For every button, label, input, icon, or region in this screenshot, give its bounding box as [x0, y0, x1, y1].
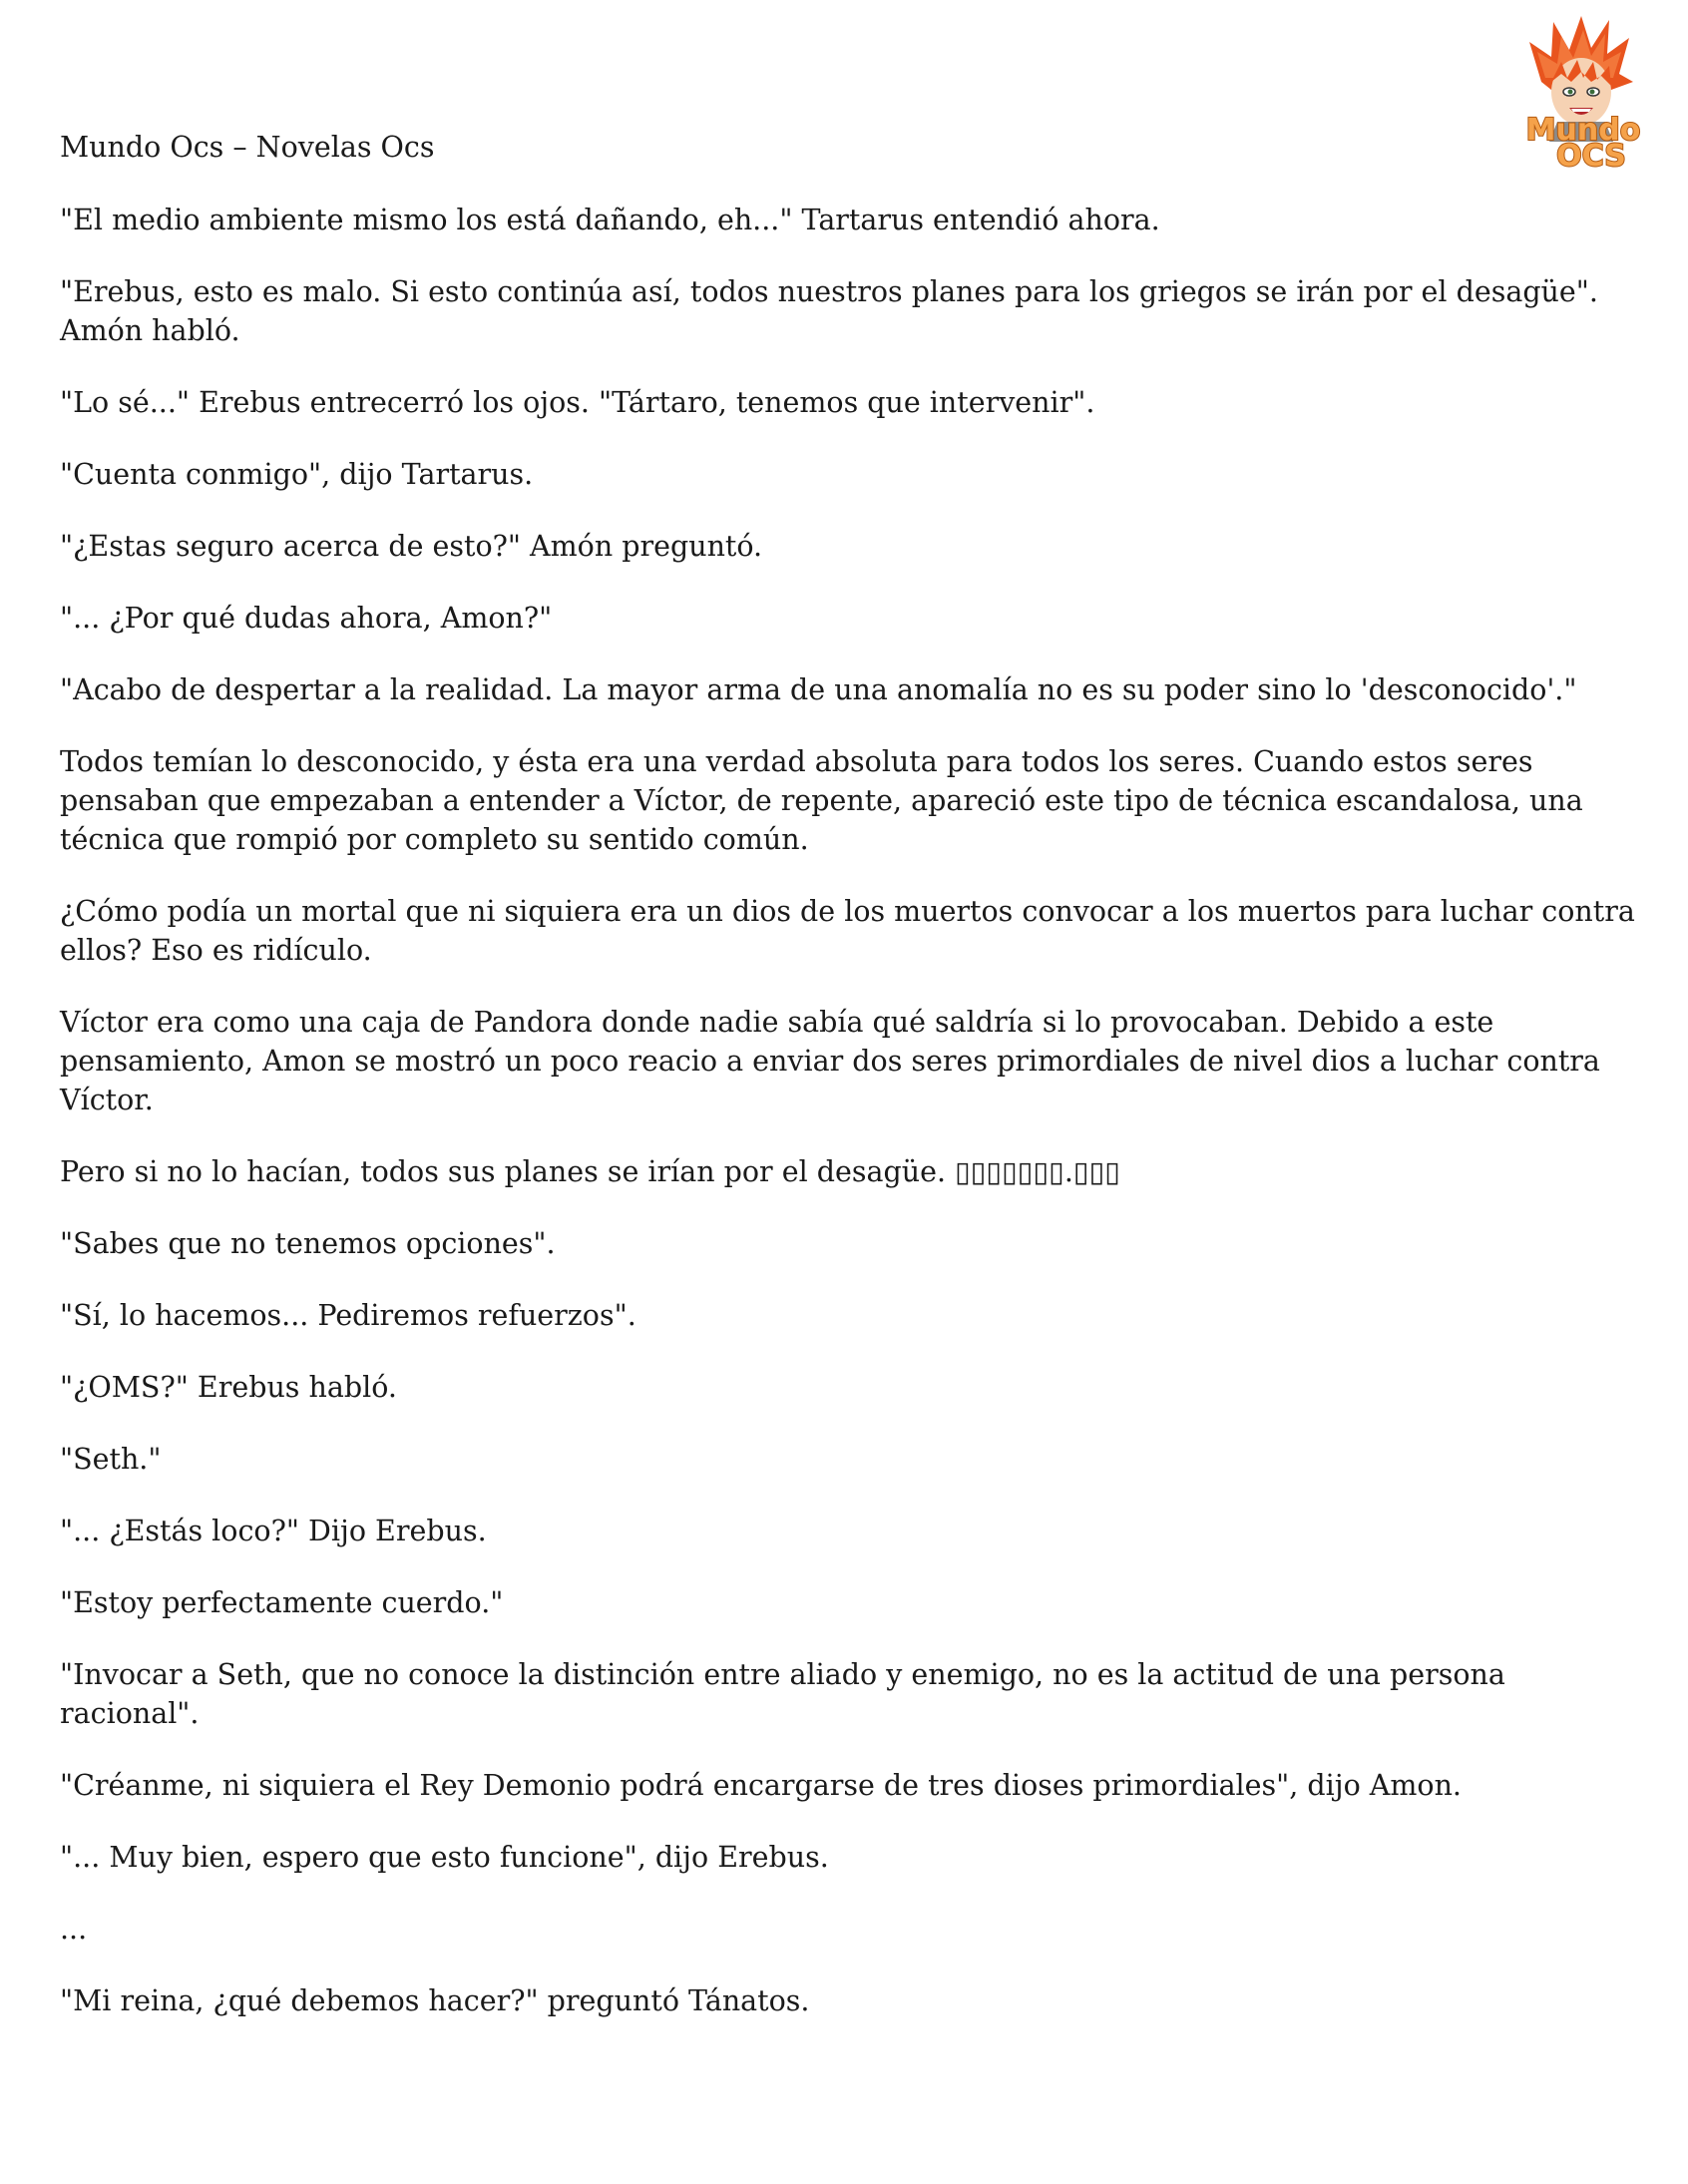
paragraph: "Acabo de despertar a la realidad. La mayor arma de una anomalía no es su poder sino lo 'desconocido'.": [60, 673, 1577, 706]
paragraph: "Sí, lo hacemos... Pediremos refuerzos".: [60, 1299, 636, 1332]
paragraph: "Erebus, esto es malo. Si esto continúa así, todos nuestros planes para los griegos se irán por el desagüe". Amón habló.: [60, 275, 1598, 347]
paragraph: "Lo sé..." Erebus entrecerró los ojos. "Tártaro, tenemos que intervenir".: [60, 386, 1095, 419]
paragraph: "Mi reina, ¿qué debemos hacer?" preguntó Tánatos.: [60, 1984, 810, 2017]
logo-line2: OCS: [1556, 139, 1626, 172]
paragraph: "... ¿Estás loco?" Dijo Erebus.: [60, 1515, 487, 1547]
paragraph: Pero si no lo hacían, todos sus planes se irían por el desagüe. ▯▯▯▯▯▯▯.▯▯▯: [60, 1155, 1120, 1188]
paragraph: "Sabes que no tenemos opciones".: [60, 1227, 556, 1260]
document-page: [60, 128, 1641, 2053]
paragraph: "Estoy perfectamente cuerdo.": [60, 1586, 504, 1619]
paragraph: "¿OMS?" Erebus habló.: [60, 1371, 397, 1404]
paragraph: "El medio ambiente mismo los está dañando, eh..." Tartarus entendió ahora.: [60, 204, 1160, 236]
paragraph: "¿Estas seguro acerca de esto?" Amón preguntó.: [60, 530, 763, 563]
paragraph: Todos temían lo desconocido, y ésta era una verdad absoluta para todos los seres. Cuando estos seres pensaban que empezaban a entender a Víctor, de repente, apareció este tipo de técnica escandalosa, una técnica que rompió por completo su sentido común.: [60, 745, 1583, 856]
page-header: Mundo Ocs – Novelas Ocs: [60, 131, 435, 164]
paragraph: ...: [60, 1913, 88, 1946]
paragraph: "Seth.": [60, 1443, 162, 1476]
paragraph: ¿Cómo podía un mortal que ni siquiera era un dios de los muertos convocar a los muertos para luchar contra ellos? Eso es ridículo.: [60, 895, 1635, 967]
paragraph: "Invocar a Seth, que no conoce la distinción entre aliado y enemigo, no es la actitud de una persona racional".: [60, 1658, 1505, 1730]
paragraph: "... Muy bien, espero que esto funcione", dijo Erebus.: [60, 1841, 829, 1874]
paragraph: "Cuenta conmigo", dijo Tartarus.: [60, 458, 534, 491]
paragraph: Víctor era como una caja de Pandora donde nadie sabía qué saldría si lo provocaban. Debido a este pensamiento, Amon se mostró un poco reacio a enviar dos seres primordiales de nivel dios a luchar contra Víctor.: [60, 1006, 1600, 1116]
logo-line1: Mundo: [1525, 113, 1641, 148]
paragraph: "... ¿Por qué dudas ahora, Amon?": [60, 602, 553, 635]
paragraph: "Créanme, ni siquiera el Rey Demonio podrá encargarse de tres dioses primordiales", dijo Amon.: [60, 1769, 1462, 1802]
